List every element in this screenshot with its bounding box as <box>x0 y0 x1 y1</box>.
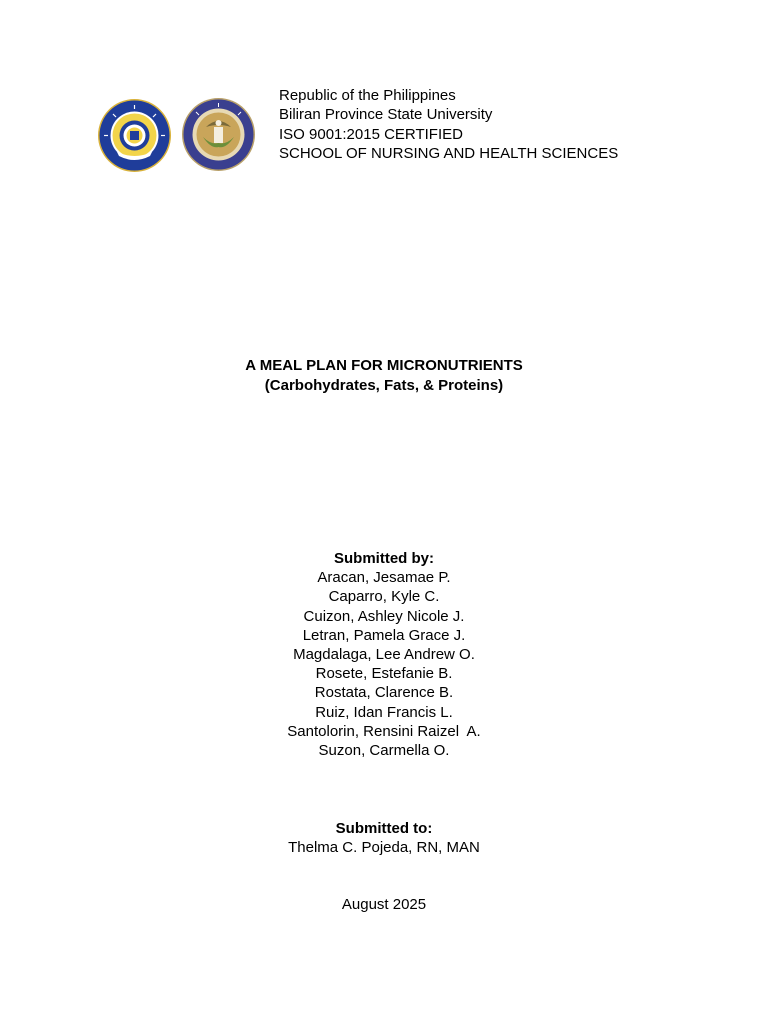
submitter-name: Suzon, Carmella O. <box>318 742 450 760</box>
document-title <box>0 356 768 395</box>
submitter-name: Aracan, Jesamae P. <box>317 569 451 587</box>
submitter-name: Rostata, Clarence B. <box>314 684 454 702</box>
instructor-name: Thelma C. Pojeda, RN, MAN <box>288 839 480 857</box>
header-country: Republic of the Philippines <box>279 87 456 104</box>
bpsu-seal-icon <box>97 98 172 173</box>
submitter-name: Cuizon, Ashley Nicole J. <box>303 607 465 625</box>
submitter-name: Rosete, Estefanie B. <box>315 665 453 683</box>
header-school: SCHOOL OF NURSING AND HEALTH SCIENCES <box>279 144 619 162</box>
title-main: A MEAL PLAN FOR MICRONUTRIENTS <box>245 357 523 374</box>
logo-group <box>97 97 259 172</box>
submitter-name: Santolorin, Rensini Raizel A. <box>287 722 481 740</box>
submitted-by-label: Submitted by: <box>334 550 434 567</box>
submitted-to-label: Submitted to: <box>335 820 433 837</box>
submitter-name: Letran, Pamela Grace J. <box>302 626 466 644</box>
submitter-name: Caparro, Kyle C. <box>328 588 440 606</box>
submitter-name: Ruiz, Idan Francis L. <box>315 703 453 721</box>
institution-header <box>279 86 618 163</box>
header-certification: ISO 9001:2015 CERTIFIED <box>279 125 463 143</box>
submitted-by-section <box>0 549 768 760</box>
submitter-name: Magdalaga, Lee Andrew O. <box>293 646 475 664</box>
header-university: Biliran Province State University <box>279 106 493 124</box>
nursing-seal-icon <box>181 97 256 172</box>
submitted-to-section <box>0 819 768 857</box>
title-subtitle: (Carbohydrates, Fats, & Proteins) <box>264 376 504 394</box>
submission-date: August 2025 <box>341 896 427 913</box>
